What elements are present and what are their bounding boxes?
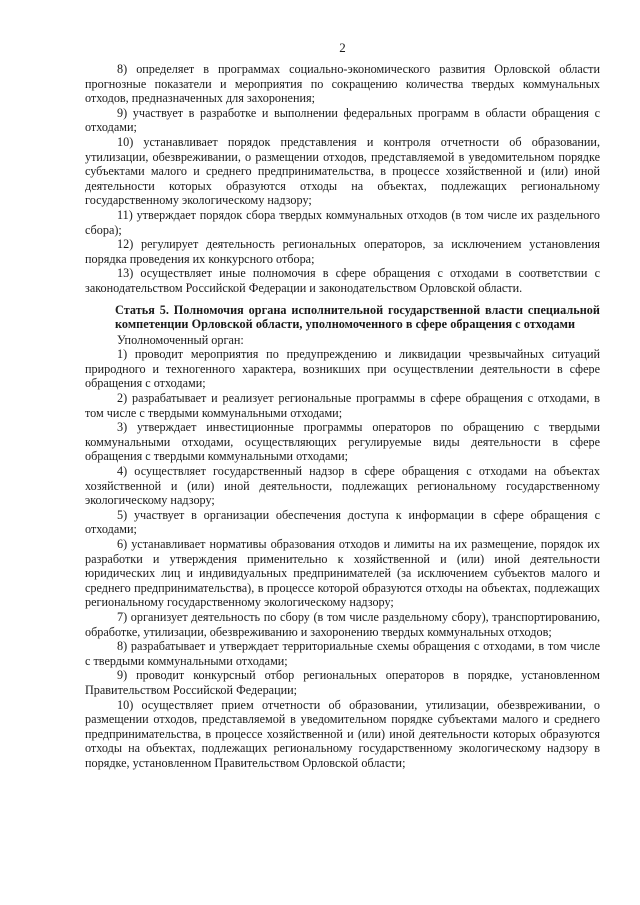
list-item: 11) утверждает порядок сбора твердых коммунальных отходов (в том числе их раздельного сбора); [85, 207, 600, 237]
list-item: 10) устанавливает порядок представления и контроля отчетности об образовании, утилизации, обезвреживании, о размещении отходов, представляемой в уведомительном порядке субъектами малого и среднего предпринимательства, в процессе хозяйственной и (или) иной деятельности которых образуются отходы на объектах, подлежащих региональному государственному экологическому надзору; [85, 134, 600, 208]
list-item: 12) регулирует деятельность региональных операторов, за исключением установления порядка проведения их конкурсного отбора; [85, 237, 600, 266]
list-item: 8) определяет в программах социально-экономического развития Орловской области прогнозные показатели и мероприятия по сокращению количества твердых коммунальных отходов, предназначенных для захоронения; [85, 62, 600, 106]
list-item: 6) устанавливает нормативы образования отходов и лимиты на их размещение, порядок их разработки и утверждения применительно к хозяйственной и (или) иной деятельности юридических лиц и индивидуальных предпринимателей (за исключением субъектов малого и среднего предпринимательства), в процессе которой образуются отходы на объектах, подлежащих региональному государственному экологическому надзору; [85, 537, 600, 610]
list-item: 9) участвует в разработке и выполнении федеральных программ в области обращения с отходами; [85, 105, 600, 135]
list-item: 10) осуществляет прием отчетности об образовании, утилизации, обезвреживании, о размещении отходов, представляемой в уведомительном порядке субъектами малого и среднего предпринимательства, в процессе хозяйственной и (или) иной деятельности которых образуются отходы на объектах, подлежащих региональному государственному экологическому надзору в порядке, установленном Правительством Орловской области; [85, 697, 600, 770]
list-item: 1) проводит мероприятия по предупреждению и ликвидации чрезвычайных ситуаций природного и техногенного характера, возникших при осуществлении деятельности в сфере обращения с отходами; [85, 347, 600, 391]
article-heading: Статья 5. Полномочия органа исполнительной государственной власти специальной компетенции Орловской области, уполномоченного в сфере обращения с отходами [115, 302, 600, 332]
list-item: Уполномоченный орган: [117, 332, 244, 347]
list-item: 5) участвует в организации обеспечения доступа к информации в сфере обращения с отходами; [85, 507, 600, 537]
list-item: 13) осуществляет иные полномочия в сфере обращения с отходами в соответствии с законодательством Российской Федерации и законодательством Орловской области. [85, 266, 600, 295]
list-item: 4) осуществляет государственный надзор в сфере обращения с отходами на объектах хозяйственной и (или) иной деятельности, подлежащих региональному государственному экологическому надзору; [85, 464, 600, 508]
list-item: 9) проводит конкурсный отбор региональных операторов в порядке, установленном Правительством Российской Федерации; [85, 668, 600, 697]
list-item: 8) разрабатывает и утверждает территориальные схемы обращения с отходами, в том числе с твердыми коммунальными отходами; [85, 639, 600, 668]
paragraphs-after [85, 333, 600, 771]
list-item: 7) организует деятельность по сбору (в том числе раздельному сбору), транспортированию, обработке, утилизации, обезвреживанию и захоронению твердых коммунальных отходов; [85, 609, 600, 639]
paragraphs-before [85, 62, 600, 296]
list-item: 2) разрабатывает и реализует региональные программы в сфере обращения с отходами, в том числе с твердыми коммунальными отходами; [85, 391, 600, 420]
page-number: 2 [339, 40, 346, 55]
list-item: 3) утверждает инвестиционные программы операторов по обращению с твердыми коммунальными отходами, осуществляющих регулируемые виды деятельности в сфере обращения с твердыми коммунальными отходами; [85, 420, 600, 464]
